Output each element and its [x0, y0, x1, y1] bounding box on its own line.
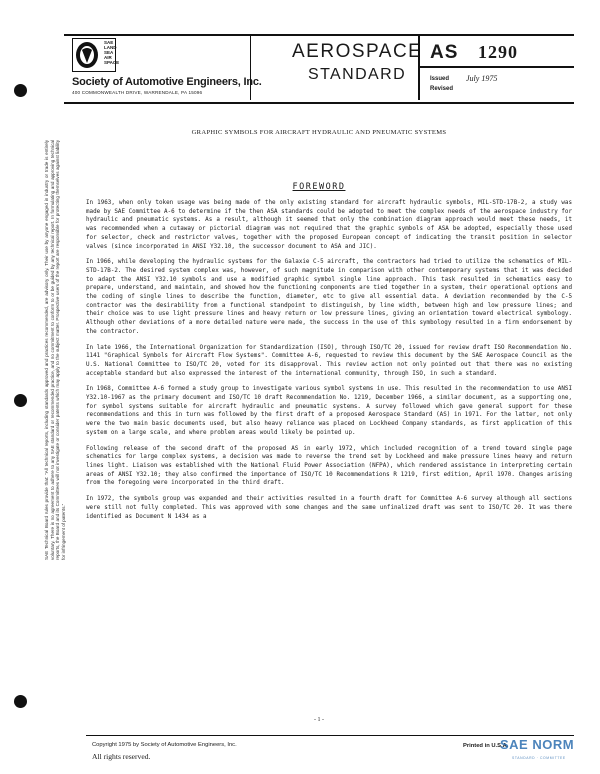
- printed-in: Printed in U.S.A.: [463, 743, 509, 749]
- as-number: 1290: [478, 42, 518, 62]
- rights-reserved: All rights reserved.: [92, 752, 151, 761]
- paragraph-1: In 1963, when only token usage was being made of the only existing standard for aircraft hydraulic symbols, MIL-STD-17B-2, a study was made by SAE Committee A-6 to determine if the then ASA standards could be adopted to meet the complex needs of the aerospace industry for hydraulic and pneumatic systems. As a result, although it seemed that only the combination diagram approach would meet these needs, it was recommended when a cutaway or pictorial diagram was not required that the graphic symbols of ASA be adopted, especially those used for selector, check and restrictor valves, together with the proposed European concept of indicating the transit position in selector valves (since incorporated in ANSI Y32.10, the successor document to ASA and JIC).: [86, 200, 572, 250]
- logo-text: SAE LAND SEA AIR SPACE: [104, 40, 120, 65]
- punch-hole-bottom: [14, 695, 27, 708]
- aerospace-title: AEROSPACE: [292, 41, 423, 62]
- punch-hole-middle: [14, 394, 27, 407]
- revised-label: Revised: [430, 86, 454, 92]
- document-title: GRAPHIC SYMBOLS FOR AIRCRAFT HYDRAULIC AND PNEUMATIC SYSTEMS: [191, 129, 447, 136]
- paragraph-4: In 1968, Committee A-6 formed a study group to investigate various symbol systems in use. This resulted in the recommendation to use ANSI Y32.10-1967 as the primary document and ISO/TC 10 draft Recommendation No. 1219, December 1966, a similar document, as a supporting one, for symbol systems suitable for aircraft hydraulic and pneumatic systems. A survey followed which gave general support for these recommendations and this in turn was followed by the first draft of a proposed Aerospace Standard (AS) in 1971. For the latter, not only were the two main basic documents used, but also heavy reliance was placed on Lockheed Company standards, as first application of this system on a large scale, and where problem areas would likely be pointed up.: [86, 386, 572, 436]
- punch-hole-top: [14, 84, 27, 97]
- as-label: AS: [430, 42, 459, 63]
- header-divider: [250, 34, 251, 100]
- standard-title: STANDARD: [308, 66, 407, 83]
- sae-norm-watermark: SAE NORM: [500, 737, 575, 752]
- paragraph-3: In late 1966, the International Organization for Standardization (ISO), through ISO/TC 20, issued for review draft ISO Recommendation No. 1141 "Graphical Symbols for Aircraft Flow Systems". Committee A-6, requested to review this document by the SAE Aerospace Council as the U.S. National Committee to ISO/TC 20, voted for its disapproval. This review action not only pointed out that there was no existing acceptable standard but also expressed the interest of the international community, through ISO, in such a standard.: [86, 344, 572, 377]
- paragraph-2: In 1966, while developing the hydraulic systems for the Galaxie C-5 aircraft, the contractors had tried to utilize the schematics of MIL-STD-17B-2. The desired system complex was, however, of such magnitude in comparison with other contemporary systems that it was decided to adapt the ANSI Y32.10 symbols and use a modified graphic symbol single line approach. This task resulted in schematics easy to prepare, understand, and maintain, and showed how the functioning components are tied together in a system, their operational options and the coding of single lines to describe the function, diameter, etc to give all essential data. A deviation recommended by the C-5 contractor was the desirability from a functional standpoint to distinguish, by line width, between high and low pressure lines; and their choice was to use light pressure lines and heavy return or low pressure lines, giving an orientation toward electrical symbology. Although other deviations of a more detailed nature were made, the success in the use of this symbology resulted in a firm endorsement by the contractor.: [86, 259, 572, 335]
- footer-rule: [86, 735, 574, 736]
- copyright-line: Copyright 1975 by Society of Automotive Engineers, Inc.: [92, 742, 237, 748]
- paragraph-6: In 1972, the symbols group was expanded and their activities resulted in a fourth draft for Committee A-6 survey although all sections were still not fully completed. This was approved with some changes and the same unfinalized draft was sent to ISO/TC 20. It was there identified as Document N 1434 as a: [86, 496, 572, 520]
- as-rule: [420, 66, 574, 68]
- watermark-subtext: STANDARD · COMMITTEE: [512, 756, 566, 760]
- issued-value: July 1975: [466, 74, 498, 83]
- society-name: Society of Automotive Engineers, Inc.: [72, 76, 262, 88]
- paragraph-5: Following release of the second draft of the proposed AS in early 1972, which included recognition of a trend toward single page schematics for large complex systems, a decision was made to reverse the trend set by Lockheed and make pressure lines heavy and return lines light. Liaison was established with the National Fluid Power Association (NFPA), which rendered assistance in interpreting certain areas of ANSI Y32.10; they also confirmed the importance of ISO/TC 10 Recommendations R 1219, first edition, April 1970. Changes arising from the foregoing were incorporated in the third draft.: [86, 445, 572, 487]
- society-address: 400 COMMONWEALTH DRIVE, WARRENDALE, PA 15096: [72, 90, 203, 95]
- issued-label: Issued: [430, 76, 450, 82]
- disclaimer-side-note: SAE Technical Board rules provide that: "All technical reports, including standards approved and practices recommended, are advisory only. Their use by anyone engaged in industry or trade is entirely voluntary. There is no agreement to adhere to any SAE standard or recommended practice, and no commitment to conform to or be guided by any technical report. In formulating and approving technical reports, the Board and its Committees will not investigate or consider patents which may apply to the subject matter. Prospective users of the report are responsible for protecting themselves against liability for infringement of patents.": [44, 140, 66, 560]
- foreword-body: [86, 199, 572, 528]
- page-number: - 1 -: [314, 717, 324, 723]
- foreword-heading: FOREWORD: [292, 182, 346, 192]
